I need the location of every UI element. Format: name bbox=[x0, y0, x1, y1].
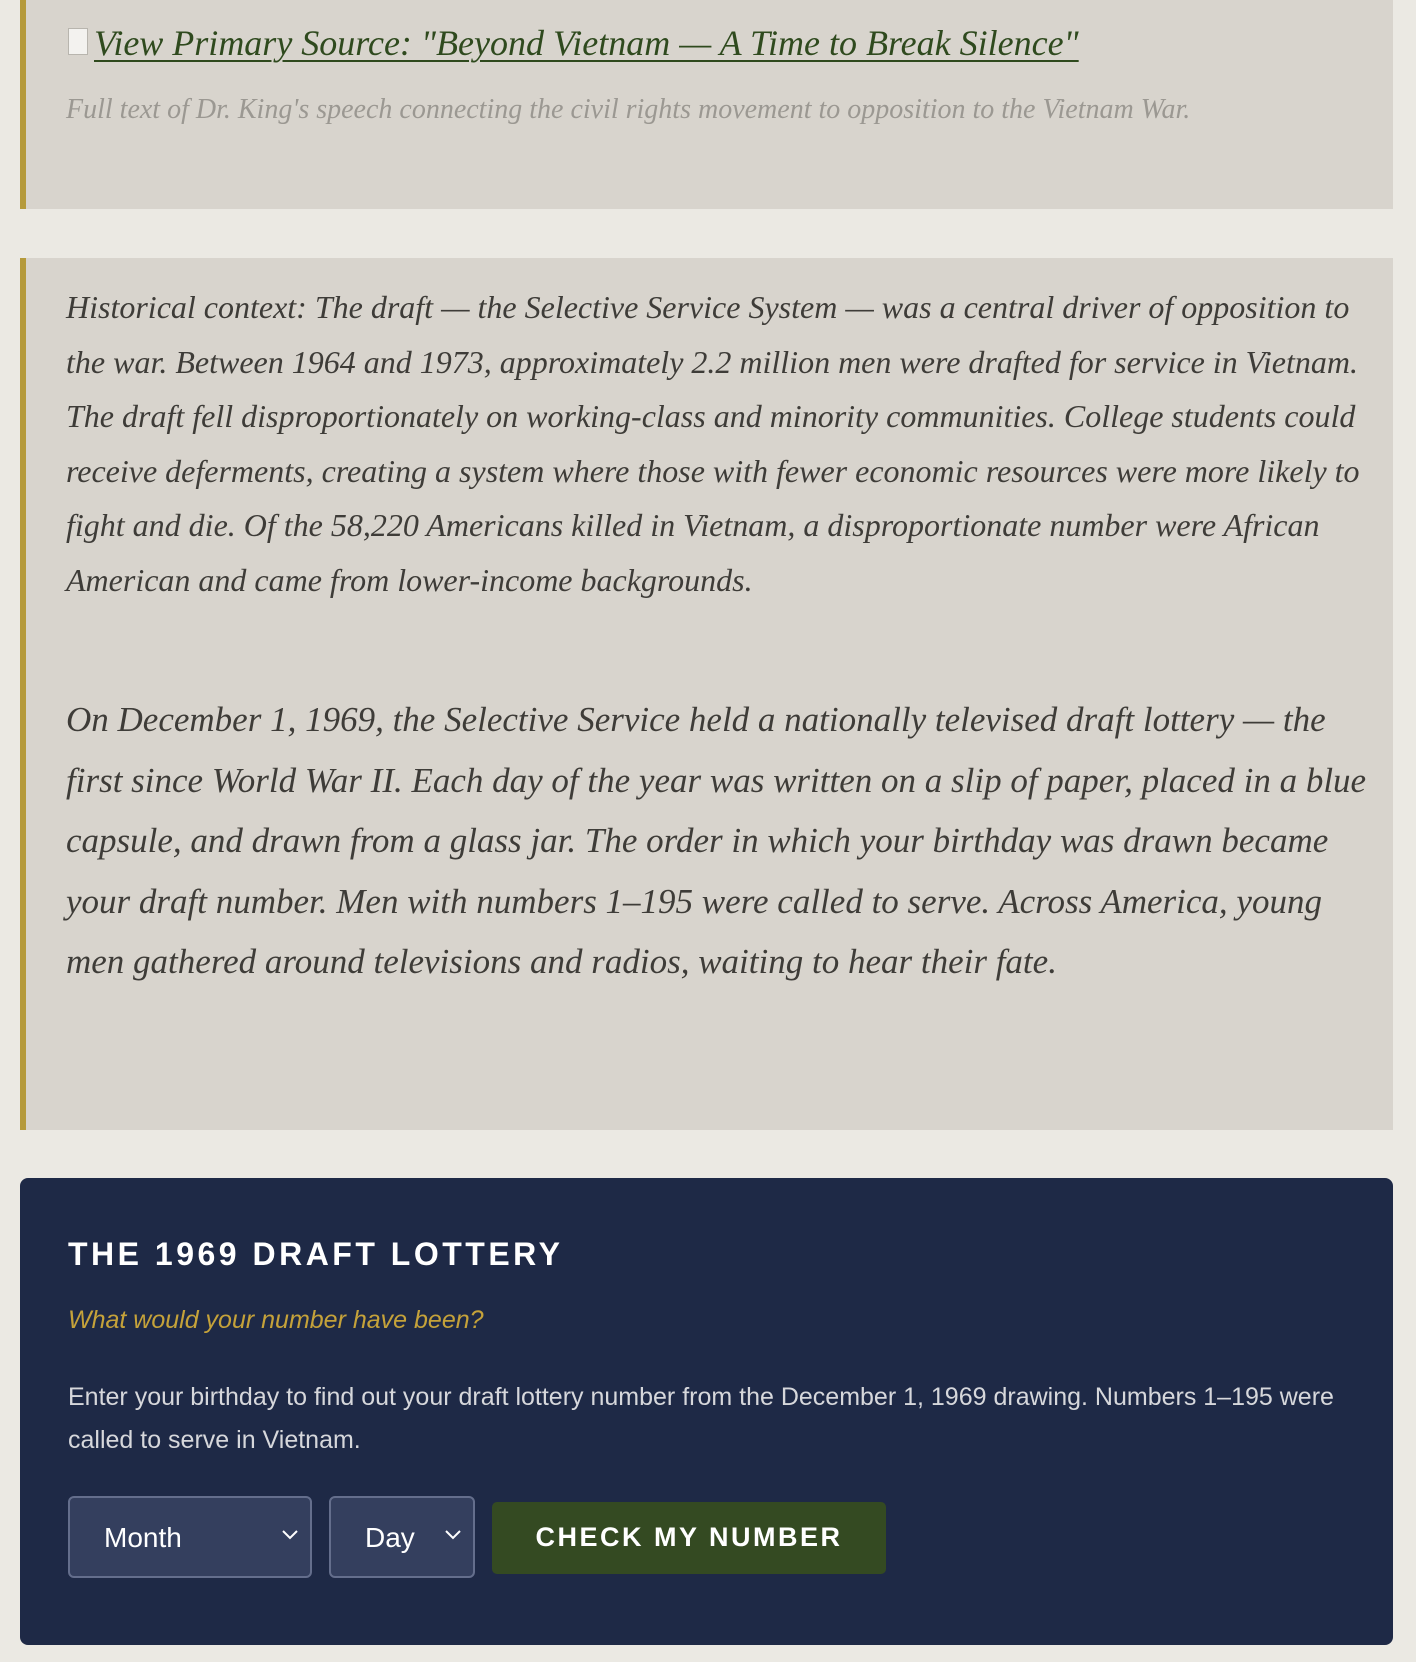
chevron-down-icon bbox=[280, 1528, 300, 1542]
lottery-title: THE 1969 DRAFT LOTTERY bbox=[68, 1236, 564, 1272]
draft-lottery-panel bbox=[20, 1178, 1393, 1645]
check-my-number-button[interactable] bbox=[492, 1502, 886, 1574]
primary-source-description: Full text of Dr. King's speech connecting the civil rights movement to opposition to the Vietnam War. bbox=[66, 94, 1191, 125]
month-select-value: Month bbox=[104, 1522, 182, 1553]
day-select[interactable] bbox=[329, 1496, 475, 1578]
lottery-description: Enter your birthday to find out your draft lottery number from the December 1, 1969 drawing. Numbers 1–195 were called to serve in Vietnam. bbox=[68, 1383, 1334, 1454]
month-select[interactable] bbox=[68, 1496, 312, 1578]
primary-source-link[interactable] bbox=[66, 22, 1079, 64]
historical-context-callout bbox=[20, 258, 1393, 1130]
chevron-down-icon bbox=[443, 1528, 463, 1542]
document-icon bbox=[66, 28, 90, 58]
lottery-subtitle: What would your number have been? bbox=[68, 1306, 484, 1334]
day-select-value: Day bbox=[365, 1522, 415, 1553]
primary-source-callout bbox=[20, 0, 1393, 209]
primary-source-link-text[interactable]: View Primary Source: "Beyond Vietnam — A Time to Break Silence" bbox=[94, 23, 1079, 63]
historical-context-paragraph: Historical context: The draft — the Selective Service System — was a central driver of opposition to the war. Between 1964 and 1973, approximately 2.2 million men were drafted for service in Vietnam. The draft fell disproportionately on working-class and minority communities. College students could receive deferments, creating a system where those with fewer economic resources were more likely to fight and die. Of the 58,220 Americans killed in Vietnam, a disproportionate number were African American and came from lower-income backgrounds. bbox=[66, 289, 1360, 598]
draft-lottery-paragraph: On December 1, 1969, the Selective Service held a nationally televised draft lottery — the first since World War II. Each day of the year was written on a slip of paper, placed in a blue capsule, and drawn from a glass jar. The order in which your birthday was drawn became your draft number. Men with numbers 1–195 were called to serve. Across America, young men gathered around televisions and radios, waiting to hear their fate. bbox=[66, 700, 1367, 981]
check-my-number-label: CHECK MY NUMBER bbox=[535, 1522, 843, 1552]
